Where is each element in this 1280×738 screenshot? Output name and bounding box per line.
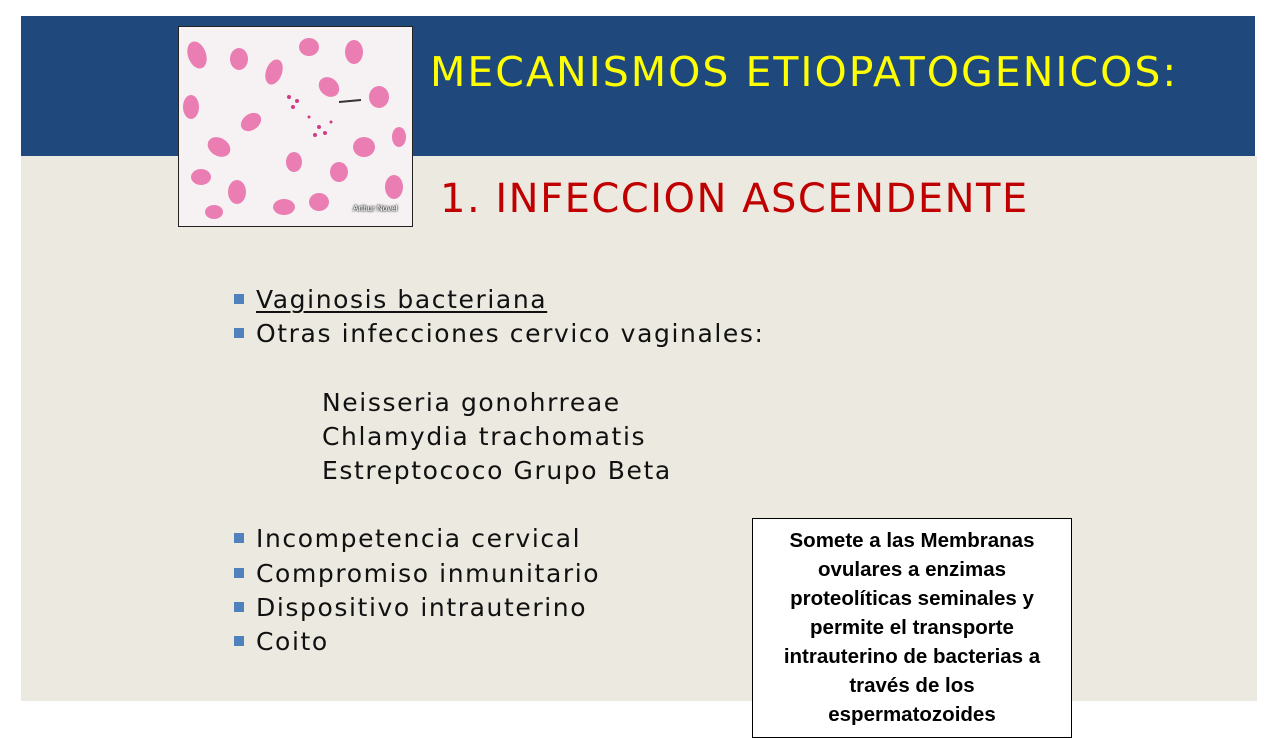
bullet-text-vaginosis: Vaginosis bacteriana — [256, 285, 548, 314]
bullet-item — [232, 557, 765, 591]
sub-item-chlamydia: Chlamydia trachomatis — [322, 421, 647, 451]
sub-item-estreptococo: Estreptococo Grupo Beta — [322, 456, 672, 486]
bullet-item — [232, 283, 765, 317]
sub-item-neisseria: Neisseria gonohrreae — [322, 387, 621, 417]
bullet-item — [232, 591, 765, 625]
bullet-text-otras-infecciones: Otras infecciones cervico vaginales: — [256, 319, 765, 349]
slide-subtitle: 1. INFECCION ASCENDENTE — [440, 176, 1029, 222]
bullet-item — [232, 522, 765, 556]
micrograph-caption: Arthur Novel — [353, 204, 398, 213]
bullet-list — [232, 283, 765, 660]
bullet-item — [232, 625, 765, 659]
micrograph-image — [178, 26, 413, 227]
bullet-item — [232, 317, 765, 351]
spacer — [232, 352, 765, 386]
micrograph-cells — [179, 27, 413, 227]
slide-title: MECANISMOS ETIOPATOGENICOS: — [430, 48, 1179, 96]
note-box — [752, 518, 1072, 738]
note-text: Somete a las Membranas ovulares a enzimas proteolíticas seminales y permite el transporte intrauterino de bacterias a través de los espermatozoides — [783, 529, 1041, 726]
bullet-text-compromiso: Compromiso inmunitario — [256, 558, 601, 588]
spacer — [232, 488, 765, 522]
bullet-text-incompetencia: Incompetencia cervical — [256, 524, 582, 554]
bullet-text-dispositivo: Dispositivo intrauterino — [256, 593, 588, 623]
bullet-text-coito: Coito — [256, 627, 329, 657]
